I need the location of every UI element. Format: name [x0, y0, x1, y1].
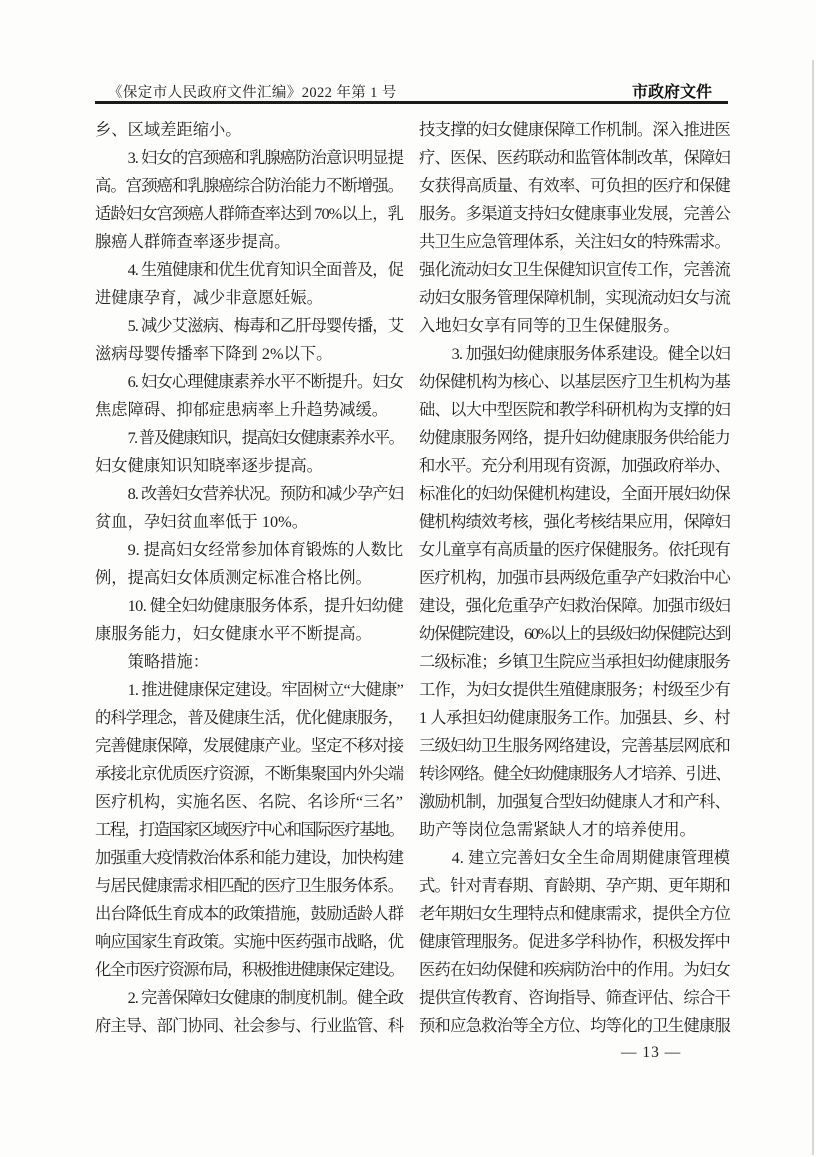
- text-line: 动妇女服务管理保障机制，实现流动妇女与流: [419, 288, 730, 307]
- text-line: 例，提高妇女体质测定标准合格比例。: [95, 568, 372, 587]
- text-line: 工作，为妇女提供生殖健康服务；村级至少有: [419, 680, 730, 699]
- text-line: 医疗机构，实施名医、名院、名诊所“三名”: [95, 792, 403, 811]
- text-line: 贫血，孕妇贫血率低于 10%。: [95, 512, 309, 531]
- text-line: 4. 建立完善妇女全生命周期健康管理模: [451, 848, 730, 867]
- text-line: 出台降低生育成本的政策措施，鼓励适龄人群: [95, 904, 403, 923]
- text-line: 女儿童享有高质量的医疗保健服务。依托现有: [419, 540, 730, 559]
- text-line: 激励机制，加强复合型妇幼健康人才和产科、: [419, 792, 730, 811]
- text-line: 加强重大疫情救治体系和能力建设，加快构建: [95, 848, 403, 867]
- text-line: 医药在妇幼保健和疾病防治中的作用。为妇女: [419, 960, 730, 979]
- text-line: 6. 妇女心理健康素养水平不断提升。妇女: [127, 372, 403, 391]
- text-line: 二级标准；乡镇卫生院应当承担妇幼健康服务: [419, 652, 730, 671]
- text-line: 疗、医保、医药联动和监管体制改革，保障妇: [419, 148, 730, 167]
- text-line: 共卫生应急管理体系，关注妇女的特殊需求。: [419, 232, 730, 251]
- text-line: 三级妇幼卫生服务网络建设，完善基层网底和: [419, 736, 730, 755]
- text-line: 7. 普及健康知识，提高妇女健康素养水平。: [127, 428, 403, 447]
- page-number: — 13 —: [621, 1044, 682, 1061]
- text-line: 标准化的妇幼保健机构建设，全面开展妇幼保: [419, 484, 730, 503]
- text-line: 高。宫颈癌和乳腺癌综合防治能力不断增强。: [95, 176, 403, 195]
- text-line: 强化流动妇女卫生保健知识宣传工作，完善流: [419, 260, 730, 279]
- text-line: 焦虑障碍、抑郁症患病率上升趋势减缓。: [95, 400, 389, 419]
- text-line: 健康管理服务。促进多学科协作，积极发挥中: [419, 932, 730, 951]
- text-line: 1. 推进健康保定建设。牢固树立“大健康”: [127, 680, 403, 699]
- page-header: [95, 79, 728, 102]
- text-line: 医疗机构，加强市县两级危重孕产妇救治中心: [419, 568, 730, 587]
- text-line: 策略措施：: [127, 652, 210, 671]
- text-line: 3. 妇女的宫颈癌和乳腺癌防治意识明显提: [127, 148, 403, 167]
- text-line: 化全市医疗资源布局，积极推进健康保定建设。: [95, 960, 403, 979]
- text-line: 3. 加强妇幼健康服务体系建设。健全以妇: [451, 344, 730, 363]
- text-line: 幼保健机构为核心、以基层医疗卫生机构为基: [419, 372, 730, 391]
- text-line: 康服务能力，妇女健康水平不断提高。: [95, 624, 372, 643]
- text-line: 预和应急救治等全方位、均等化的卫生健康服: [419, 1016, 730, 1035]
- column-right: [419, 116, 730, 1040]
- text-line: 础、以大中型医院和教学科研机构为支撑的妇: [419, 400, 730, 419]
- text-line: 幼保健院建设，60%以上的县级妇幼保健院达到: [419, 624, 730, 643]
- text-line: 2. 完善保障妇女健康的制度机制。健全政: [127, 988, 403, 1007]
- text-line: 10. 健全妇幼健康服务体系，提升妇幼健: [127, 596, 403, 615]
- text-line: 承接北京优质医疗资源，不断集聚国内外尖端: [95, 764, 403, 783]
- text-line: 和水平。充分利用现有资源，加强政府举办、: [419, 456, 730, 475]
- text-line: 式。针对青春期、育龄期、孕产期、更年期和: [419, 876, 730, 895]
- header-compilation-title: 《保定市人民政府文件汇编》2022 年第 1 号: [108, 85, 397, 101]
- text-line: 女获得高质量、有效率、可负担的医疗和保健: [419, 176, 730, 195]
- text-line: 滋病母婴传播率下降到 2%以下。: [95, 344, 333, 363]
- text-line: 妇女健康知识知晓率逐步提高。: [95, 456, 323, 475]
- text-line: 幼健康服务网络，提升妇幼健康服务供给能力: [419, 428, 730, 447]
- text-line: 1 人承担妇幼健康服务工作。加强县、乡、村: [419, 708, 730, 727]
- text-line: 老年期妇女生理特点和健康需求，提供全方位: [419, 904, 730, 923]
- text-line: 完善健康保障，发展健康产业。坚定不移对接: [95, 736, 403, 755]
- text-line: 转诊网络。健全妇幼健康服务人才培养、引进、: [419, 764, 730, 783]
- text-line: 4. 生殖健康和优生优育知识全面普及，促: [127, 260, 403, 279]
- text-line: 与居民健康需求相匹配的医疗卫生服务体系。: [95, 876, 403, 895]
- text-line: 技支撑的妇女健康保障工作机制。深入推进医: [419, 120, 730, 139]
- text-line: 助产等岗位急需紧缺人才的培养使用。: [419, 820, 696, 839]
- text-line: 提供宣传教育、咨询指导、筛查评估、综合干: [419, 988, 730, 1007]
- text-line: 建设，强化危重孕产妇救治保障。加强市级妇: [419, 596, 730, 615]
- text-line: 5. 减少艾滋病、梅毒和乙肝母婴传播，艾: [127, 316, 403, 335]
- text-line: 入地妇女享有同等的卫生保健服务。: [419, 316, 680, 335]
- text-line: 进健康孕育，减少非意愿妊娠。: [95, 288, 323, 307]
- text-line: 8. 改善妇女营养状况。预防和减少孕产妇: [127, 484, 403, 503]
- text-line: 健机构绩效考核，强化考核结果应用，保障妇: [419, 512, 730, 531]
- text-line: 乡、区域差距缩小。: [95, 120, 242, 139]
- text-line: 工程，打造国家区域医疗中心和国际医疗基地。: [95, 820, 403, 839]
- text-line: 服务。多渠道支持妇女健康事业发展，完善公: [419, 204, 730, 223]
- header-rule: [95, 101, 728, 104]
- text-line: 适龄妇女宫颈癌人群筛查率达到 70%以上，乳: [95, 204, 403, 223]
- text-line: 响应国家生育政策。实施中医药强市战略，优: [95, 932, 403, 951]
- text-line: 9. 提高妇女经常参加体育锻炼的人数比: [127, 540, 403, 559]
- text-line: 府主导、部门协同、社会参与、行业监管、科: [95, 1016, 403, 1035]
- header-section-title: 市政府文件: [631, 84, 712, 101]
- text-line: 的科学理念，普及健康生活，优化健康服务，: [95, 708, 403, 727]
- scan-edge-artifact: [812, 60, 814, 1155]
- column-left: [95, 116, 403, 1040]
- text-line: 腺癌人群筛查率逐步提高。: [95, 232, 291, 251]
